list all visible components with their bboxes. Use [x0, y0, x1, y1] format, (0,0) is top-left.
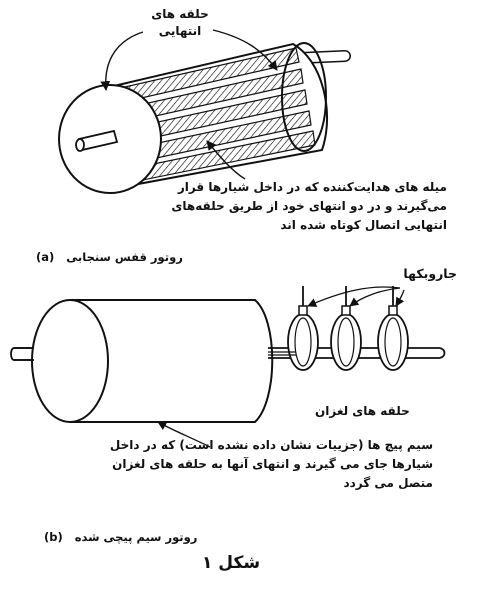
slip-ring-2 [331, 314, 361, 370]
caption-wound-rotor [44, 528, 197, 547]
bars-note-line-2: می‌گیرند و در دو انتهای خود از طریق حلقه‌های [171, 199, 447, 213]
end-ring-label [130, 6, 230, 40]
winding-note-line-2: شیارها جای می گیرند و انتهای آنها به حلقه های لغزان [112, 457, 433, 471]
brushes [299, 286, 397, 315]
caption-b-text: روتور سیم پیچی شده [74, 530, 198, 544]
squirrel-cage-rotor [59, 30, 345, 193]
slip-rings-label: حلقه های لغزان [315, 404, 410, 418]
figure-title: شکل ۱ [202, 553, 261, 573]
bars-note-line-1: میله های هدایت‌کننده که در داخل شیارها قرار [177, 180, 447, 194]
end-ring-label-line-1: حلقه های [151, 7, 209, 21]
bars-note-line-3: انتهایی اتصال کوتاه شده اند [280, 218, 447, 232]
winding-note-line-1: سیم پیچ ها (جزییات نشان داده نشده است) که در داخل [109, 438, 433, 452]
wound-rotor [11, 286, 445, 447]
slip-ring-3 [378, 314, 408, 370]
brushes-label: جاروبکها [403, 266, 457, 281]
caption-squirrel-cage [36, 248, 183, 267]
caption-b-tag: (b) [44, 530, 63, 544]
winding-note [110, 436, 433, 493]
brushes-arrow-3 [396, 290, 404, 306]
slip-ring-1 [288, 314, 318, 370]
caption-a-tag: (a) [36, 250, 55, 264]
conductor-bars-note [171, 178, 447, 235]
end-ring-label-line-2: انتهایی [158, 24, 202, 38]
rotor-end-face-b [32, 300, 108, 422]
winding-note-line-3: متصل می گردد [343, 476, 433, 490]
caption-a-text: روتور قفس سنجابی [66, 250, 183, 264]
